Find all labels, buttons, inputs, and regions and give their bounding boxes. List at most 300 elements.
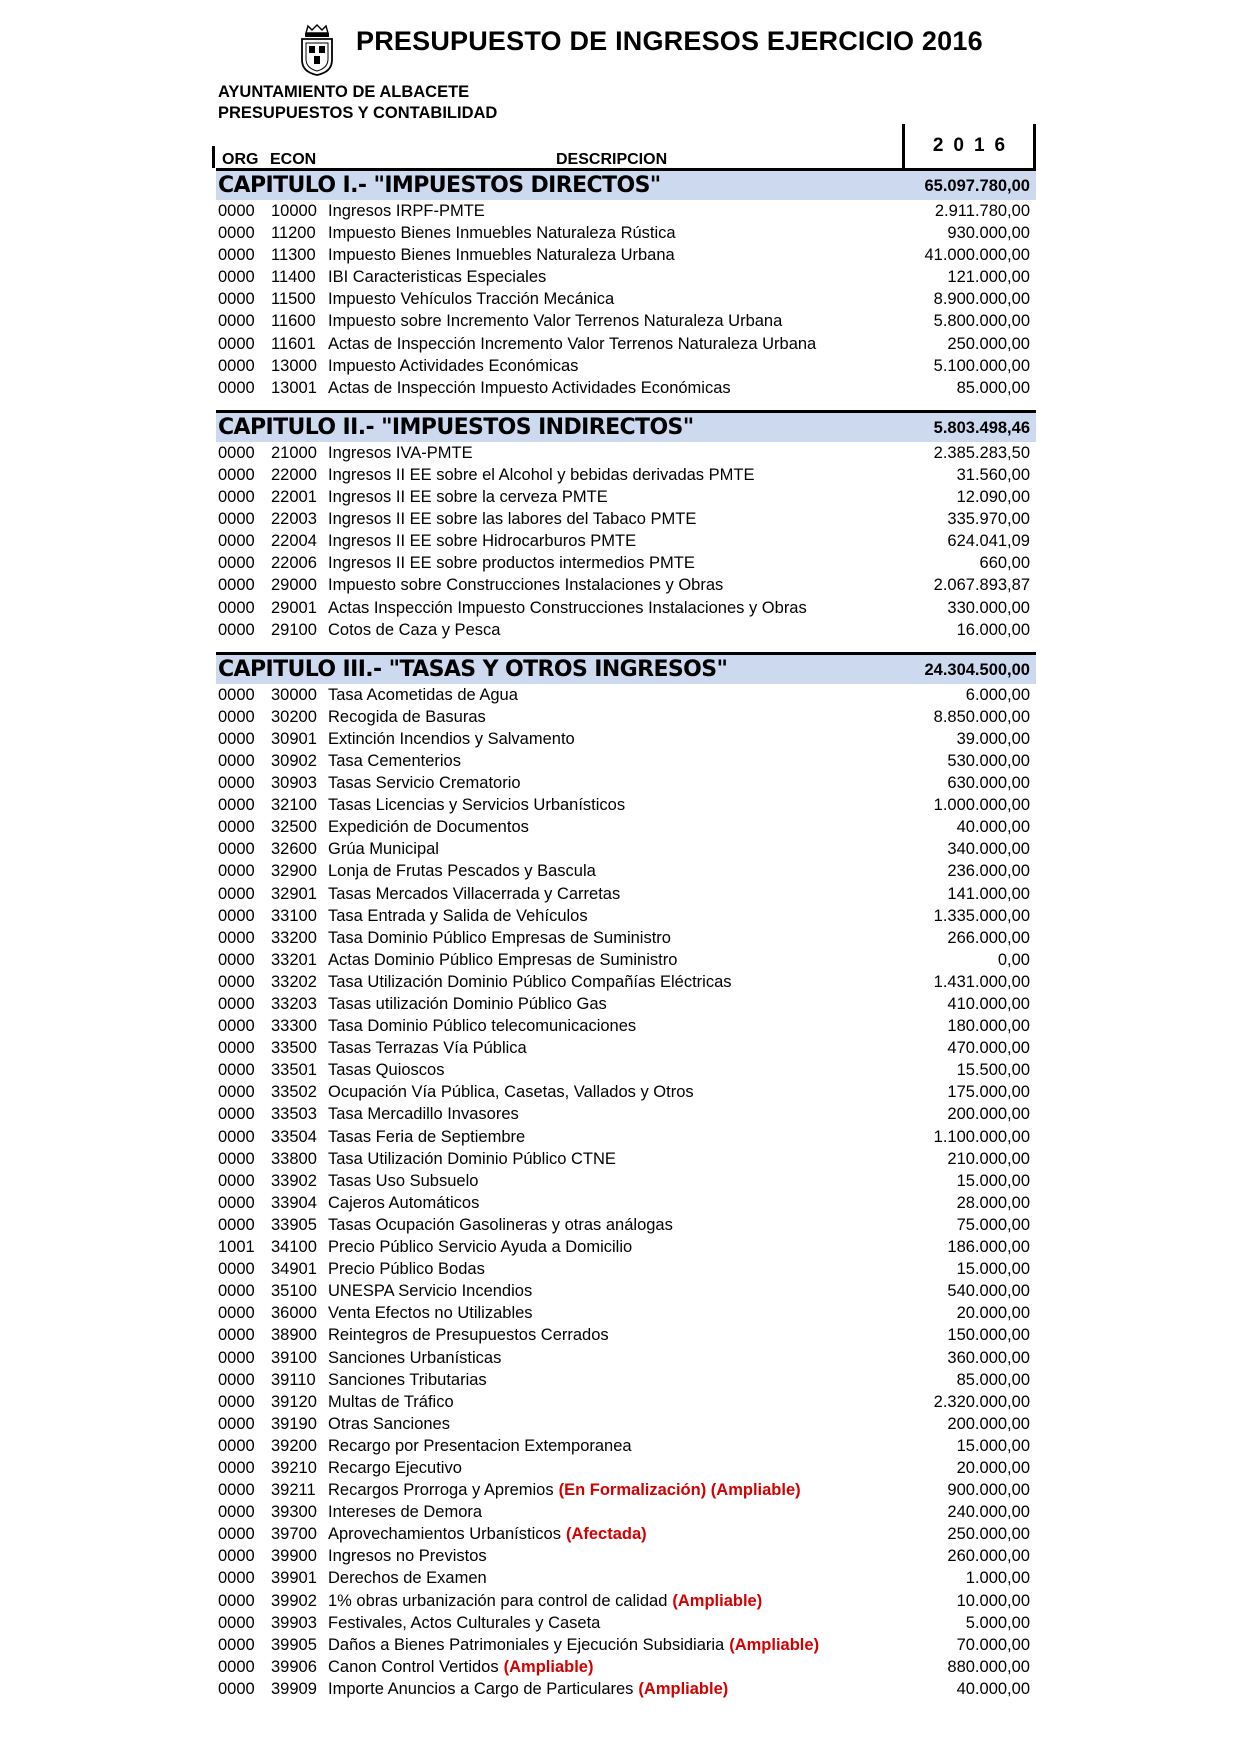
description-text: Ocupación Vía Pública, Casetas, Vallados y Otros (328, 1083, 694, 1102)
org-code: 0000 (218, 1282, 255, 1301)
table-row (216, 1192, 1036, 1214)
econ-code: 39120 (271, 1392, 317, 1411)
amount: 175.000,00 (947, 1083, 1030, 1102)
description (328, 1656, 593, 1678)
org-code: 0000 (218, 246, 255, 265)
amount: 880.000,00 (947, 1657, 1030, 1676)
description (328, 1634, 819, 1656)
org-code: 0000 (218, 796, 255, 815)
description-text: Impuesto Bienes Inmuebles Naturaleza Rústica (328, 224, 676, 243)
amount: 85.000,00 (956, 378, 1030, 397)
econ-code: 33501 (271, 1061, 317, 1080)
org-code: 0000 (218, 862, 255, 881)
amount: 85.000,00 (956, 1370, 1030, 1389)
org-code: 0000 (218, 1326, 255, 1345)
chapter-header (216, 652, 1036, 684)
department-name: PRESUPUESTOS Y CONTABILIDAD (218, 104, 498, 122)
amount: 8.900.000,00 (933, 290, 1030, 309)
description (328, 927, 671, 949)
amount: 930.000,00 (947, 224, 1030, 243)
table-row (216, 706, 1036, 728)
org-code: 0000 (218, 1348, 255, 1367)
table-row (216, 530, 1036, 552)
econ-code: 33201 (271, 950, 317, 969)
description-text: Tasa Dominio Público Empresas de Suministro (328, 928, 671, 947)
table-row (216, 971, 1036, 993)
amount: 2.320.000,00 (933, 1392, 1030, 1411)
table-row (216, 1059, 1036, 1081)
amount: 12.090,00 (956, 488, 1030, 507)
table-row (216, 1590, 1036, 1612)
econ-code: 29000 (271, 576, 317, 595)
amount: 121.000,00 (947, 268, 1030, 287)
econ-code: 33800 (271, 1149, 317, 1168)
amount: 141.000,00 (947, 884, 1030, 903)
description-text: Actas de Inspección Incremento Valor Terrenos Naturaleza Urbana (328, 334, 817, 353)
table-row (216, 508, 1036, 530)
description-text: Tasas Terrazas Vía Pública (328, 1039, 527, 1058)
description (328, 1302, 533, 1324)
org-code: 0000 (218, 1260, 255, 1279)
table-row (216, 288, 1036, 310)
amount: 1.000.000,00 (933, 796, 1030, 815)
chapter-title: CAPITULO III.- "TASAS Y OTROS INGRESOS" (218, 656, 728, 682)
description-text: Daños a Bienes Patrimoniales y Ejecución Subsidiaria (328, 1635, 725, 1654)
description-text: 1% obras urbanización para control de calidad (328, 1591, 668, 1610)
amount: 15.000,00 (956, 1260, 1030, 1279)
econ-code: 33902 (271, 1171, 317, 1190)
table-row (216, 244, 1036, 266)
amount: 530.000,00 (947, 751, 1030, 770)
table-row (216, 750, 1036, 772)
amount: 2.067.893,87 (933, 576, 1030, 595)
org-code: 0000 (218, 774, 255, 793)
org-code: 0000 (218, 224, 255, 243)
econ-code: 11500 (271, 290, 316, 309)
description-text: Tasa Utilización Dominio Público CTNE (328, 1149, 616, 1168)
amount: 0,00 (997, 950, 1030, 969)
amount: 150.000,00 (947, 1326, 1030, 1345)
description (328, 530, 636, 552)
org-code: 0000 (218, 532, 255, 551)
org-code: 0000 (218, 1215, 255, 1234)
econ-code: 39903 (271, 1613, 317, 1632)
org-code: 0000 (218, 751, 255, 770)
description (328, 1280, 532, 1302)
description-text: Expedición de Documentos (328, 818, 529, 837)
table-row (216, 883, 1036, 905)
econ-code: 33203 (271, 995, 317, 1013)
econ-code: 30901 (271, 729, 317, 748)
org-code: 0000 (218, 1304, 255, 1323)
org-code: 0000 (218, 1083, 255, 1102)
econ-code: 32900 (271, 862, 317, 881)
table-row (216, 1280, 1036, 1302)
description (328, 288, 614, 310)
description (328, 619, 500, 641)
description-text: Tasas Feria de Septiembre (328, 1127, 526, 1146)
table-row (216, 1214, 1036, 1236)
chapter-header (216, 410, 1036, 442)
description-text: Tasas Servicio Crematorio (328, 774, 521, 793)
description-text: Tasa Acometidas de Agua (328, 685, 518, 704)
econ-code: 22000 (271, 465, 317, 484)
econ-code: 30902 (271, 751, 317, 770)
description-text: Recargo Ejecutivo (328, 1458, 462, 1477)
table-row (216, 1656, 1036, 1678)
org-code: 0000 (218, 818, 255, 837)
description-text: Intereses de Demora (328, 1503, 483, 1522)
description (328, 993, 607, 1015)
description (328, 883, 620, 905)
description-text: Multas de Tráfico (328, 1392, 454, 1411)
econ-code: 39211 (271, 1481, 316, 1500)
amount: 250.000,00 (947, 1525, 1030, 1544)
org-code: 0000 (218, 1613, 255, 1632)
description-text: Tasas Uso Subsuelo (328, 1171, 479, 1190)
table-row (216, 1612, 1036, 1634)
chapter-spacer (216, 641, 1036, 652)
amount: 1.335.000,00 (933, 906, 1030, 925)
org-code: 0000 (218, 312, 255, 331)
org-code: 0000 (218, 950, 255, 969)
table-row (216, 927, 1036, 949)
description (328, 1148, 616, 1170)
econ-code: 39100 (271, 1348, 317, 1367)
table-row (216, 1369, 1036, 1391)
org-code: 0000 (218, 488, 255, 507)
table-row (216, 838, 1036, 860)
description-text: Venta Efectos no Utilizables (328, 1304, 533, 1323)
amount: 40.000,00 (956, 1679, 1030, 1698)
amount: 340.000,00 (947, 840, 1030, 859)
econ-code: 30000 (271, 685, 317, 704)
econ-code: 22001 (271, 488, 317, 507)
org-code: 0000 (218, 840, 255, 859)
econ-code: 34100 (271, 1238, 317, 1257)
column-header-econ: ECON (270, 151, 317, 168)
econ-code: 30903 (271, 774, 317, 793)
amount: 31.560,00 (956, 465, 1030, 484)
description-text: Aprovechamientos Urbanísticos (328, 1525, 561, 1544)
org-code: 0000 (218, 268, 255, 287)
econ-code: 39210 (271, 1458, 317, 1477)
econ-code: 39190 (271, 1414, 317, 1433)
org-code: 0000 (218, 576, 255, 595)
amount: 15.500,00 (956, 1061, 1030, 1080)
org-code: 0000 (218, 356, 255, 375)
org-code: 0000 (218, 1569, 255, 1588)
table-row (216, 1567, 1036, 1589)
amount: 39.000,00 (956, 729, 1030, 748)
description-text: Extinción Incendios y Salvamento (328, 729, 575, 748)
org-code: 0000 (218, 884, 255, 903)
description-text: Derechos de Examen (328, 1569, 487, 1588)
description (328, 1413, 450, 1435)
amount: 624.041,09 (947, 532, 1030, 551)
description (328, 508, 696, 530)
description (328, 772, 521, 794)
econ-code: 33300 (271, 1017, 317, 1036)
amount: 1.000,00 (965, 1569, 1030, 1588)
econ-code: 39905 (271, 1635, 317, 1654)
amount: 900.000,00 (947, 1481, 1030, 1500)
table-row (216, 619, 1036, 641)
amount: 40.000,00 (956, 818, 1030, 837)
amount: 15.000,00 (956, 1171, 1030, 1190)
description-text: Actas Dominio Público Empresas de Suministro (328, 950, 678, 969)
table-row (216, 200, 1036, 222)
org-code: 0000 (218, 1193, 255, 1212)
description (328, 1126, 525, 1148)
econ-code: 32901 (271, 884, 317, 903)
description (328, 355, 578, 377)
table-row (216, 486, 1036, 508)
description (328, 377, 731, 399)
amount: 236.000,00 (947, 862, 1030, 881)
table-row (216, 1678, 1036, 1700)
description (328, 1015, 636, 1037)
table-row (216, 1170, 1036, 1192)
table-row (216, 1545, 1036, 1567)
description-text: Recogida de Basuras (328, 707, 486, 726)
amount: 186.000,00 (947, 1238, 1030, 1257)
description (328, 1081, 694, 1103)
amount: 2.911.780,00 (934, 202, 1030, 220)
description (328, 1103, 519, 1125)
description (328, 200, 485, 222)
status-tag: (Ampliable) (672, 1591, 763, 1610)
description-text: Ingresos II EE sobre las labores del Tabaco PMTE (328, 510, 697, 529)
description-text: Lonja de Frutas Pescados y Bascula (328, 862, 596, 881)
econ-code: 33904 (271, 1193, 317, 1212)
amount: 41.000.000,00 (924, 246, 1030, 265)
econ-code: 11400 (271, 268, 316, 287)
chapter-total: 5.803.498,46 (933, 418, 1030, 437)
description-text: Tasa Cementerios (328, 751, 461, 770)
amount: 8.850.000,00 (933, 707, 1030, 726)
org-code: 0000 (218, 1039, 255, 1058)
amount: 15.000,00 (956, 1436, 1030, 1455)
org-code: 0000 (218, 729, 255, 748)
description (328, 905, 588, 927)
table-row (216, 1347, 1036, 1369)
org-code: 0000 (218, 202, 255, 220)
description (328, 684, 518, 706)
description-text: Cajeros Automáticos (328, 1193, 480, 1212)
description (328, 1612, 600, 1634)
org-code: 0000 (218, 1392, 255, 1411)
description (328, 464, 754, 486)
amount: 2.385.283,50 (933, 443, 1030, 462)
econ-code: 33100 (271, 906, 317, 925)
table-row (216, 266, 1036, 288)
table-row (216, 222, 1036, 244)
amount: 20.000,00 (956, 1458, 1030, 1477)
description (328, 971, 732, 993)
description (328, 728, 575, 750)
org-code: 0000 (218, 510, 255, 529)
description (328, 1457, 462, 1479)
econ-code: 21000 (271, 443, 317, 462)
chapter-total: 24.304.500,00 (924, 660, 1030, 679)
description (328, 1501, 482, 1523)
table-row (216, 552, 1036, 574)
amount: 540.000,00 (947, 1282, 1030, 1301)
amount: 1.100.000,00 (933, 1127, 1030, 1146)
description (328, 1523, 647, 1545)
econ-code: 11600 (271, 312, 316, 331)
amount: 470.000,00 (947, 1039, 1030, 1058)
econ-code: 39200 (271, 1436, 317, 1455)
econ-code: 39700 (271, 1525, 317, 1544)
description (328, 1369, 487, 1391)
description-text: Impuesto Bienes Inmuebles Naturaleza Urbana (328, 246, 675, 265)
org-code: 0000 (218, 443, 255, 462)
econ-code: 33202 (271, 972, 317, 991)
description-text: UNESPA Servicio Incendios (328, 1282, 533, 1301)
description (328, 1059, 444, 1081)
table-row (216, 1148, 1036, 1170)
amount: 210.000,00 (947, 1149, 1030, 1168)
description-text: Impuesto sobre Construcciones Instalaciones y Obras (328, 576, 724, 595)
description-text: Tasa Mercadillo Invasores (328, 1105, 519, 1124)
description-text: Ingresos IVA-PMTE (328, 443, 473, 462)
chapter-total: 65.097.780,00 (924, 177, 1030, 195)
amount: 28.000,00 (956, 1193, 1030, 1212)
description (328, 838, 439, 860)
econ-code: 39901 (271, 1569, 317, 1588)
table-row (216, 772, 1036, 794)
description-text: Ingresos II EE sobre Hidrocarburos PMTE (328, 532, 637, 551)
econ-code: 33502 (271, 1083, 317, 1102)
table-row (216, 816, 1036, 838)
page-title: PRESUPUESTO DE INGRESOS EJERCICIO 2016 (356, 26, 983, 56)
amount: 200.000,00 (947, 1105, 1030, 1124)
org-code: 0000 (218, 1436, 255, 1455)
econ-code: 39300 (271, 1503, 317, 1522)
econ-code: 29100 (271, 620, 317, 639)
table-row (216, 1236, 1036, 1258)
description-text: Tasa Utilización Dominio Público Compañías Eléctricas (328, 972, 732, 991)
description (328, 597, 807, 619)
org-code: 0000 (218, 1017, 255, 1036)
econ-code: 39909 (271, 1679, 317, 1698)
econ-code: 11200 (271, 224, 316, 243)
econ-code: 22006 (271, 554, 317, 573)
description-text: Grúa Municipal (328, 840, 439, 859)
table-row (216, 1391, 1036, 1413)
status-tag: (Afectada) (565, 1525, 647, 1544)
description-text: Tasa Dominio Público telecomunicaciones (328, 1017, 637, 1036)
description-text: Actas de Inspección Impuesto Actividades Económicas (328, 378, 731, 397)
description (328, 949, 677, 971)
table-row (216, 442, 1036, 464)
table-row (216, 1081, 1036, 1103)
description-text: Impuesto Vehículos Tracción Mecánica (328, 290, 615, 309)
description (328, 1347, 501, 1369)
org-code: 0000 (218, 1547, 255, 1566)
econ-code: 33503 (271, 1105, 317, 1124)
econ-code: 33200 (271, 928, 317, 947)
description (328, 1214, 673, 1236)
description-text: Tasas Licencias y Servicios Urbanísticos (328, 796, 626, 815)
description (328, 1590, 762, 1612)
table-row (216, 728, 1036, 750)
org-code: 1001 (218, 1238, 255, 1257)
org-code: 0000 (218, 1458, 255, 1477)
column-header-description: DESCRIPCION (556, 151, 668, 168)
table-row (216, 860, 1036, 882)
table-row (216, 1324, 1036, 1346)
amount: 330.000,00 (947, 598, 1030, 617)
org-code: 0000 (218, 1635, 255, 1654)
description (328, 552, 695, 574)
table-row (216, 1457, 1036, 1479)
description-text: Recargos Prorroga y Apremios (328, 1481, 554, 1500)
table-row (216, 1501, 1036, 1523)
econ-code: 13000 (271, 356, 317, 375)
econ-code: 39110 (271, 1370, 316, 1389)
description (328, 860, 596, 882)
table-row (216, 1435, 1036, 1457)
description-text: Precio Público Servicio Ayuda a Domicilio (328, 1238, 633, 1257)
org-code: 0000 (218, 1525, 255, 1544)
org-code: 0000 (218, 1679, 255, 1698)
amount: 360.000,00 (947, 1348, 1030, 1367)
amount: 16.000,00 (956, 620, 1030, 639)
description-text: Ingresos II EE sobre el Alcohol y bebidas derivadas PMTE (328, 465, 755, 484)
description-text: Sanciones Tributarias (328, 1370, 487, 1389)
table-row (216, 1126, 1036, 1148)
table-row (216, 1523, 1036, 1545)
table-row (216, 684, 1036, 706)
org-code: 0000 (218, 465, 255, 484)
description (328, 333, 816, 355)
description-text: Festivales, Actos Culturales y Caseta (328, 1613, 601, 1632)
econ-code: 32500 (271, 818, 317, 837)
description (328, 222, 676, 244)
amount: 200.000,00 (947, 1414, 1030, 1433)
amount: 5.000,00 (965, 1613, 1030, 1632)
status-tag: (Ampliable) (729, 1635, 820, 1654)
description-text: Tasas Mercados Villacerrada y Carretas (328, 884, 621, 903)
econ-code: 39902 (271, 1591, 317, 1610)
econ-code: 38900 (271, 1326, 317, 1345)
description (328, 1567, 487, 1589)
org-code: 0000 (218, 1105, 255, 1124)
econ-code: 11601 (271, 334, 316, 353)
description (328, 442, 473, 464)
table-row (216, 949, 1036, 971)
amount: 660,00 (979, 554, 1030, 573)
amount: 266.000,00 (947, 928, 1030, 947)
org-code: 0000 (218, 1414, 255, 1433)
amount: 6.000,00 (965, 685, 1030, 704)
table-row (216, 1413, 1036, 1435)
description (328, 1258, 485, 1280)
description (328, 1435, 632, 1457)
org-code: 0000 (218, 1481, 255, 1500)
econ-code: 34901 (271, 1260, 317, 1279)
org-code: 0000 (218, 620, 255, 639)
amount: 10.000,00 (956, 1591, 1030, 1610)
econ-code: 39900 (271, 1547, 317, 1566)
status-tag: (Ampliable) (503, 1657, 594, 1676)
table-row (216, 1479, 1036, 1501)
amount: 75.000,00 (956, 1215, 1030, 1234)
description-text: Tasas Ocupación Gasolineras y otras análogas (328, 1215, 673, 1234)
